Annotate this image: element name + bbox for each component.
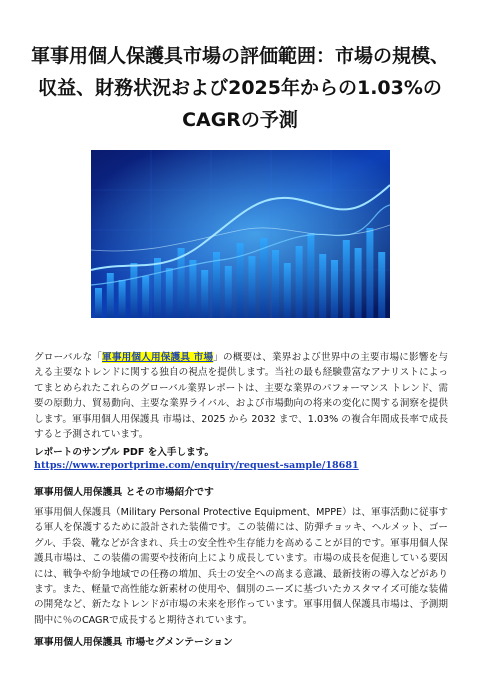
hero-bar xyxy=(142,276,149,318)
hero-bar xyxy=(343,240,350,318)
sample-label: レポートのサンプル PDF を入手します。 xyxy=(34,447,215,458)
hero-bar xyxy=(272,250,279,318)
sample-request xyxy=(34,446,448,472)
hero-bar xyxy=(248,256,255,318)
hero-bar xyxy=(95,288,102,318)
hero-bar xyxy=(201,270,208,318)
hero-bar xyxy=(225,266,232,318)
hero-bar xyxy=(130,263,137,318)
hero-chart-image xyxy=(91,150,390,318)
hero-bar xyxy=(319,254,326,318)
hero-bar xyxy=(331,260,338,318)
hero-bar xyxy=(107,273,114,318)
hero-bar xyxy=(189,260,196,318)
hero-bar xyxy=(284,263,291,318)
market-link[interactable]: 軍事用個人用保護具 市場 xyxy=(102,352,214,363)
hero-bar xyxy=(378,252,385,318)
hero-bar xyxy=(307,233,314,318)
hero-bar xyxy=(237,243,244,318)
section-heading-segmentation: 軍事用個人用保護具 市場セグメンテーション xyxy=(34,637,233,648)
intro-paragraph: グローバルな「軍事用個人用保護具 市場」の概要は、業界および世界中の主要市場に影響を与える主要なトレンドに関する独自の視点を提供します。当社の最も経験豊富なアナリストによってまとめられたこれらのグローバル業界レポートは、主要な業界のパフォーマンス トレンド、需要の原動力、貿易動向、主要な業界ライバル、および市場動向の将来の変化に関する洞察を提供します。軍事用個人用保護具 市場は、2025 から 2032 まで、1.03% の複合年間成長率で成長すると予測されています。 xyxy=(34,352,448,441)
document-title: 軍事用個人保護具市場の評価範囲：市場の規模、収益、財務状況および2025年からの1.03%のCAGRの予測 xyxy=(30,45,449,131)
hero-bar xyxy=(355,248,362,318)
sample-link[interactable]: https://www.reportprime.com/enquiry/request-sample/18681 xyxy=(34,460,359,471)
hero-bar xyxy=(166,268,173,318)
hero-bar xyxy=(366,228,373,318)
hero-bar xyxy=(119,280,126,318)
hero-bar xyxy=(260,238,267,318)
section-heading-intro: 軍事用個人用保護具 とその市場紹介です xyxy=(34,487,214,498)
hero-bar xyxy=(296,246,303,318)
section-body-intro: 軍事用個人保護具（Military Personal Protective Equipment、MPPE）は、軍事活動に従事する軍人を保護するために設計された装備です。この装備には、防弾チョッキ、ヘルメット、ゴーグル、手袋、靴などが含まれ、兵士の安全性や生存能力を高めることが目的です。軍事用個人保護具市場は、この装備の需要や技術向上により成長しています。市場の成長を促進している要因には、戦争や紛争地域での任務の増加、兵士の安全への高まる意識、最新技術の導入などがあります。また、軽量で高性能な新素材の使用や、個別のニーズに基づいたカスタマイズ可能な装備の開発など、新たなトレンドが市場の未来を形作っています。軍事用個人保護具市場は、予測期間中に％のCAGRで成長すると期待されています。 xyxy=(34,507,448,626)
hero-bar xyxy=(213,252,220,318)
hero-bar xyxy=(154,258,161,318)
